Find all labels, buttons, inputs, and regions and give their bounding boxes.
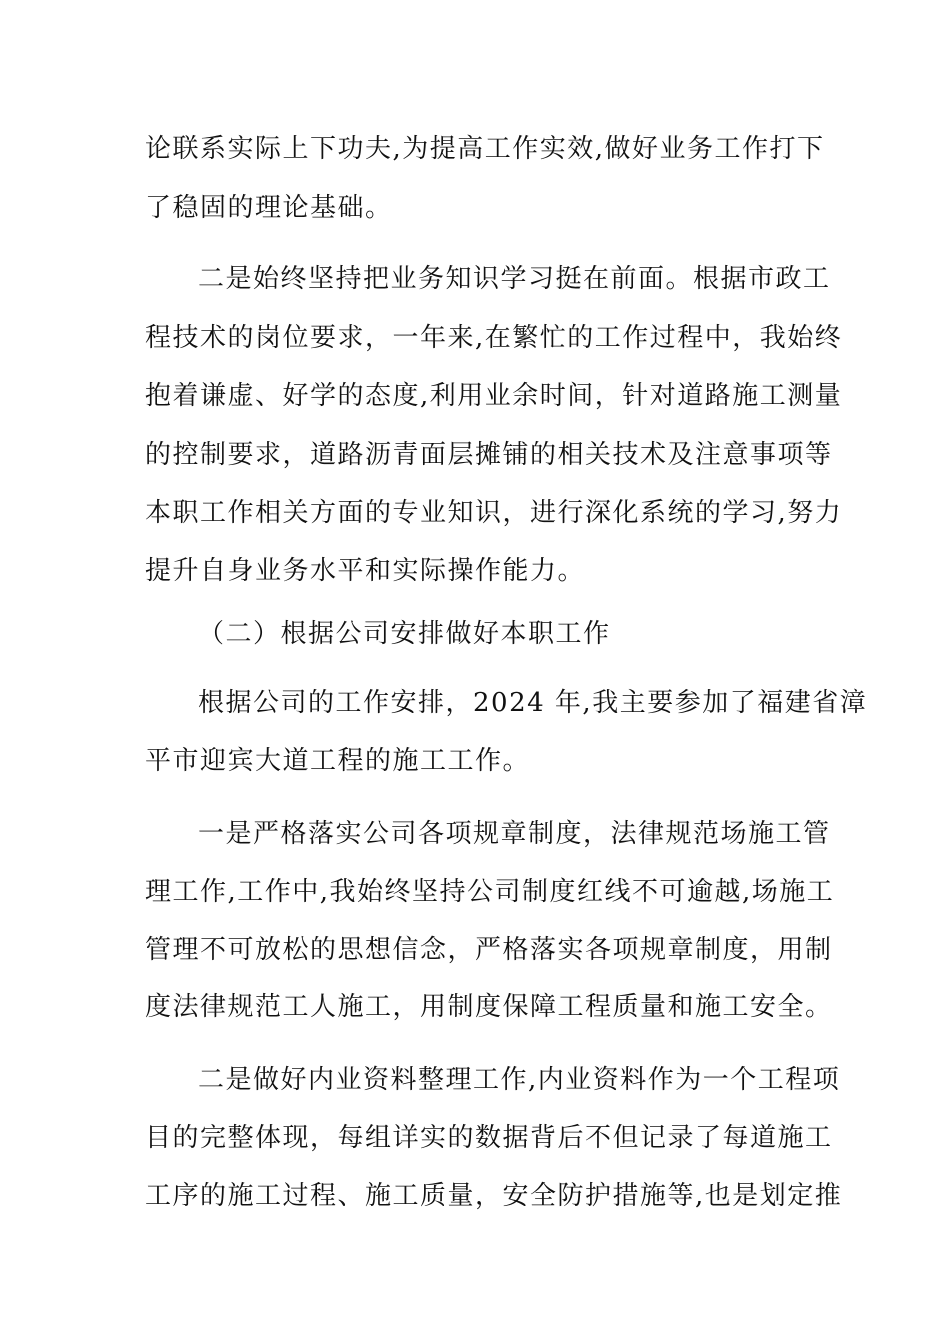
paragraph-line: 了稳固的理论基础。 [145, 193, 393, 223]
paragraph-line: 根据公司的工作安排，2024 年,我主要参加了福建省漳 [198, 688, 868, 718]
paragraph-line: 平市迎宾大道工程的施工工作。 [145, 746, 531, 776]
paragraph-line: 管理不可放松的思想信念，严格落实各项规章制度，用制 [145, 935, 833, 965]
paragraph-line: 程技术的岗位要求，一年来,在繁忙的工作过程中，我始终 [145, 323, 843, 353]
paragraph-line: 一是严格落实公司各项规章制度，法律规范场施工管 [198, 819, 831, 849]
paragraph-line: 二是始终坚持把业务知识学习挺在前面。根据市政工 [198, 264, 831, 294]
paragraph-line: 度法律规范工人施工，用制度保障工程质量和施工安全。 [145, 992, 833, 1022]
paragraph-line: 目的完整体现，每组详实的数据背后不但记录了每道施工 [145, 1123, 833, 1153]
section-heading: （二）根据公司安排做好本职工作 [198, 619, 611, 649]
paragraph-line: 论联系实际上下功夫,为提高工作实效,做好业务工作打下 [145, 134, 825, 164]
paragraph-line: 理工作,工作中,我始终坚持公司制度红线不可逾越,场施工 [145, 877, 835, 907]
paragraph-line: 提升自身业务水平和实际操作能力。 [145, 556, 586, 586]
paragraph-line: 二是做好内业资料整理工作,内业资料作为一个工程项 [198, 1065, 841, 1095]
paragraph-line: 抱着谦虚、好学的态度,利用业余时间，针对道路施工测量 [145, 381, 843, 411]
paragraph-line: 的控制要求，道路沥青面层摊铺的相关技术及注意事项等 [145, 440, 833, 470]
paragraph-line: 本职工作相关方面的专业知识，进行深化系统的学习,努力 [145, 498, 843, 528]
paragraph-line: 工序的施工过程、施工质量，安全防护措施等,也是划定推 [145, 1181, 843, 1211]
